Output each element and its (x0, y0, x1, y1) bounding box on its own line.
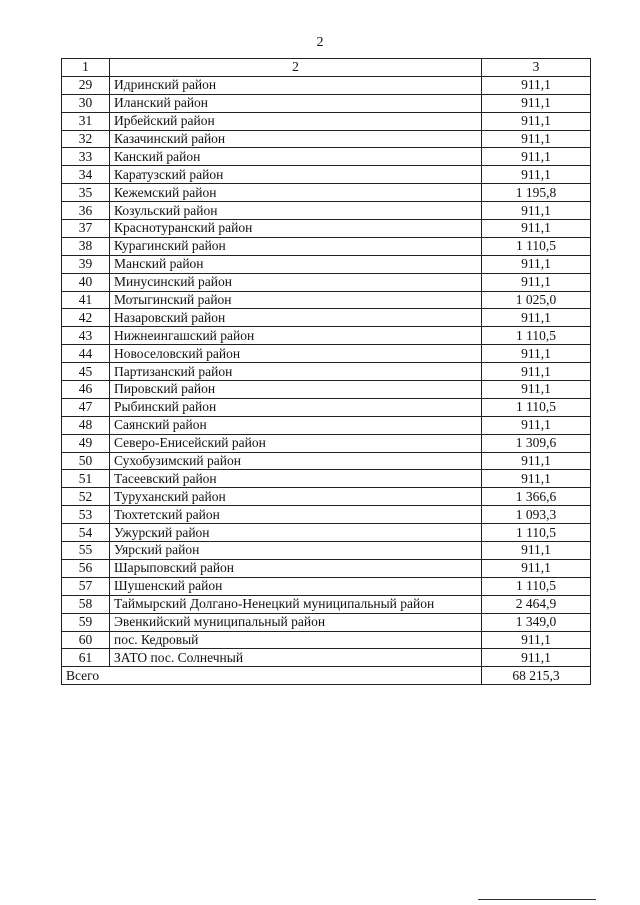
row-number: 56 (62, 559, 110, 577)
row-value: 911,1 (482, 649, 591, 667)
row-value: 2 464,9 (482, 595, 591, 613)
row-number: 55 (62, 542, 110, 560)
district-name: Туруханский район (110, 488, 482, 506)
row-value: 1 110,5 (482, 524, 591, 542)
row-value: 1 366,6 (482, 488, 591, 506)
row-value: 911,1 (482, 631, 591, 649)
row-value: 1 110,5 (482, 577, 591, 595)
row-value: 911,1 (482, 345, 591, 363)
row-number: 58 (62, 595, 110, 613)
header-col-1: 1 (62, 59, 110, 77)
row-number: 60 (62, 631, 110, 649)
row-number: 48 (62, 416, 110, 434)
table-row (62, 237, 591, 255)
district-name: Минусинский район (110, 273, 482, 291)
header-row (62, 59, 591, 77)
table-footer (62, 667, 591, 685)
row-number: 36 (62, 202, 110, 220)
row-number: 43 (62, 327, 110, 345)
table-header (62, 59, 591, 77)
district-name: Назаровский район (110, 309, 482, 327)
district-name: Партизанский район (110, 363, 482, 381)
table-row (62, 452, 591, 470)
row-value: 911,1 (482, 148, 591, 166)
district-name: Курагинский район (110, 237, 482, 255)
row-number: 34 (62, 166, 110, 184)
table-body (62, 76, 591, 666)
row-value: 911,1 (482, 202, 591, 220)
row-number: 45 (62, 363, 110, 381)
row-value: 911,1 (482, 452, 591, 470)
row-value: 911,1 (482, 76, 591, 94)
total-value: 68 215,3 (482, 667, 591, 685)
row-value: 1 349,0 (482, 613, 591, 631)
district-name: Ужурский район (110, 524, 482, 542)
row-value: 1 110,5 (482, 327, 591, 345)
district-name: Таймырский Долгано-Ненецкий муниципальный район (110, 595, 482, 613)
district-name: Эвенкийский муниципальный район (110, 613, 482, 631)
row-number: 52 (62, 488, 110, 506)
row-value: 911,1 (482, 166, 591, 184)
district-name: Каратузский район (110, 166, 482, 184)
total-row (62, 667, 591, 685)
table-row (62, 202, 591, 220)
table-row (62, 345, 591, 363)
row-number: 49 (62, 434, 110, 452)
row-number: 51 (62, 470, 110, 488)
table-row (62, 309, 591, 327)
row-value: 911,1 (482, 416, 591, 434)
row-number: 30 (62, 94, 110, 112)
table-row (62, 488, 591, 506)
footer-divider (478, 899, 596, 900)
table-row (62, 398, 591, 416)
row-number: 32 (62, 130, 110, 148)
table-row (62, 112, 591, 130)
row-number: 33 (62, 148, 110, 166)
row-value: 1 093,3 (482, 506, 591, 524)
row-number: 35 (62, 184, 110, 202)
district-name: Манский район (110, 255, 482, 273)
table-row (62, 76, 591, 94)
table-row (62, 577, 591, 595)
row-value: 911,1 (482, 112, 591, 130)
table-row (62, 506, 591, 524)
table-row (62, 524, 591, 542)
district-name: пос. Кедровый (110, 631, 482, 649)
row-number: 29 (62, 76, 110, 94)
district-name: Канский район (110, 148, 482, 166)
table-row (62, 255, 591, 273)
row-value: 911,1 (482, 255, 591, 273)
row-number: 37 (62, 220, 110, 238)
district-name: Северо-Енисейский район (110, 434, 482, 452)
district-name: Нижнеингашский район (110, 327, 482, 345)
district-name: Мотыгинский район (110, 291, 482, 309)
row-number: 40 (62, 273, 110, 291)
row-number: 50 (62, 452, 110, 470)
table-row (62, 291, 591, 309)
district-name: Идринский район (110, 76, 482, 94)
district-name: Кежемский район (110, 184, 482, 202)
row-number: 57 (62, 577, 110, 595)
table-row (62, 148, 591, 166)
district-name: Тюхтетский район (110, 506, 482, 524)
table-row (62, 220, 591, 238)
district-name: Рыбинский район (110, 398, 482, 416)
row-value: 911,1 (482, 309, 591, 327)
row-number: 59 (62, 613, 110, 631)
row-value: 1 110,5 (482, 398, 591, 416)
row-value: 911,1 (482, 273, 591, 291)
row-value: 1 309,6 (482, 434, 591, 452)
table-row (62, 559, 591, 577)
row-value: 1 110,5 (482, 237, 591, 255)
row-number: 47 (62, 398, 110, 416)
table-row (62, 416, 591, 434)
district-name: Козульский район (110, 202, 482, 220)
row-number: 39 (62, 255, 110, 273)
table-row (62, 130, 591, 148)
row-value: 1 195,8 (482, 184, 591, 202)
row-number: 41 (62, 291, 110, 309)
row-number: 46 (62, 381, 110, 399)
row-value: 911,1 (482, 381, 591, 399)
district-name: Иланский район (110, 94, 482, 112)
row-value: 911,1 (482, 470, 591, 488)
row-value: 911,1 (482, 363, 591, 381)
allocation-table (61, 58, 591, 685)
table-row (62, 166, 591, 184)
row-value: 911,1 (482, 542, 591, 560)
row-number: 53 (62, 506, 110, 524)
header-col-2: 2 (110, 59, 482, 77)
table-row (62, 434, 591, 452)
row-number: 31 (62, 112, 110, 130)
total-label: Всего (62, 667, 110, 685)
table-row (62, 273, 591, 291)
row-number: 42 (62, 309, 110, 327)
district-name: Тасеевский район (110, 470, 482, 488)
table-row (62, 542, 591, 560)
district-name: Краснотуранский район (110, 220, 482, 238)
row-number: 44 (62, 345, 110, 363)
table-row (62, 381, 591, 399)
row-value: 911,1 (482, 130, 591, 148)
district-name: Уярский район (110, 542, 482, 560)
row-value: 911,1 (482, 94, 591, 112)
table-row (62, 94, 591, 112)
district-name: Шарыповский район (110, 559, 482, 577)
table-row (62, 595, 591, 613)
table-row (62, 613, 591, 631)
table-row (62, 327, 591, 345)
table-row (62, 470, 591, 488)
district-name: Саянский район (110, 416, 482, 434)
district-name: Шушенский район (110, 577, 482, 595)
table-row (62, 649, 591, 667)
district-name: ЗАТО пос. Солнечный (110, 649, 482, 667)
district-name: Новоселовский район (110, 345, 482, 363)
district-name: Пировский район (110, 381, 482, 399)
district-name: Сухобузимский район (110, 452, 482, 470)
row-value: 911,1 (482, 220, 591, 238)
table-row (62, 363, 591, 381)
table-row (62, 184, 591, 202)
row-value: 1 025,0 (482, 291, 591, 309)
page-number: 2 (316, 35, 324, 50)
row-number: 54 (62, 524, 110, 542)
table-row (62, 631, 591, 649)
district-name: Казачинский район (110, 130, 482, 148)
total-spacer (110, 667, 482, 685)
header-col-3: 3 (482, 59, 591, 77)
row-number: 61 (62, 649, 110, 667)
row-number: 38 (62, 237, 110, 255)
row-value: 911,1 (482, 559, 591, 577)
district-name: Ирбейский район (110, 112, 482, 130)
